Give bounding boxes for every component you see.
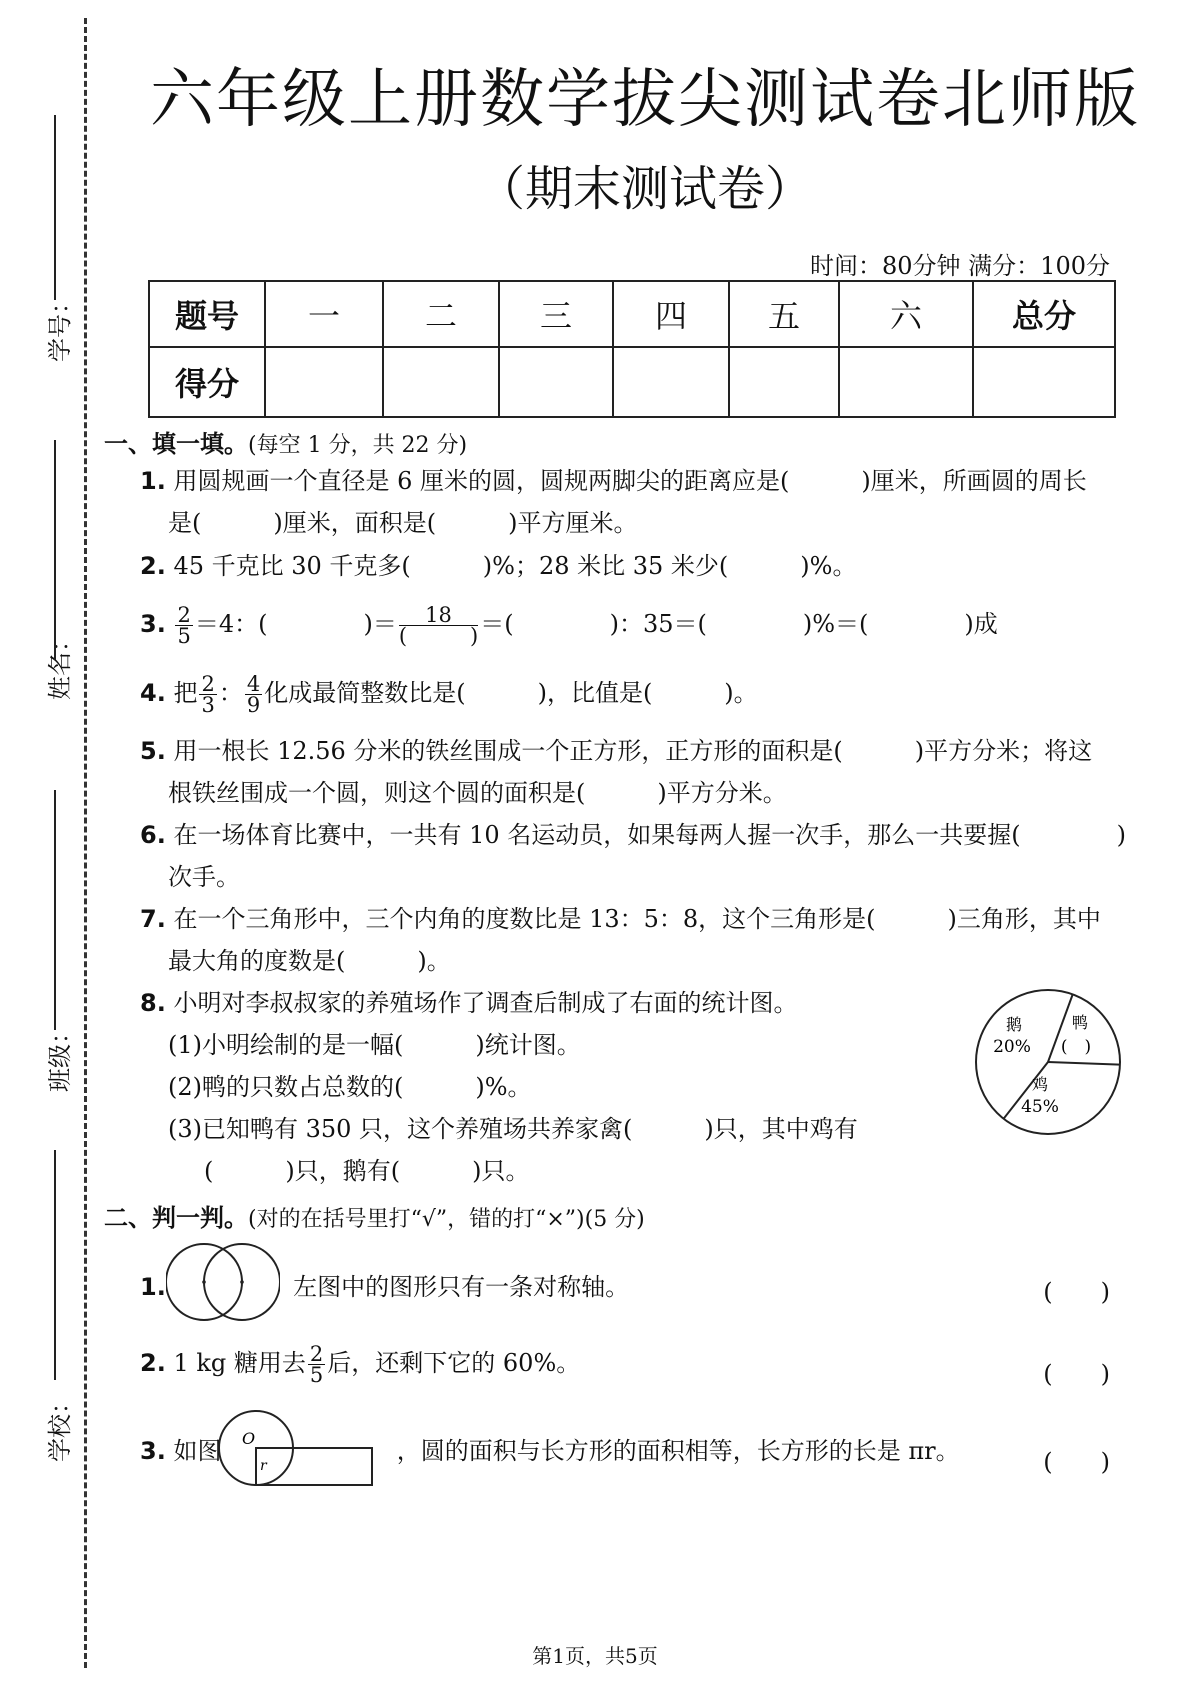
- denominator: ( ): [398, 624, 479, 648]
- col-5: 五: [729, 281, 839, 347]
- denominator: 3: [201, 693, 215, 717]
- question-text-cont: ＝( )：35＝( )%＝( )成: [480, 610, 998, 638]
- radius-label: r: [260, 1458, 267, 1474]
- question-1-1: [140, 460, 1130, 544]
- score-cell[interactable]: [265, 347, 383, 417]
- question-text: 左图中的图形只有一条对称轴。: [293, 1273, 630, 1301]
- slice-label-chicken: 鸡: [1031, 1075, 1049, 1094]
- col-total: 总分: [973, 281, 1115, 347]
- question-number: 5.: [140, 737, 166, 765]
- fraction-2-5: [175, 605, 192, 646]
- question-1-7: [140, 898, 1130, 982]
- question-text: 如图: [173, 1437, 222, 1465]
- question-text: 在一个三角形中，三个内角的度数比是 13：5：8，这个三角形是( )三角形，其中: [173, 905, 1101, 933]
- question-text: 用一根长 12.56 分米的铁丝围成一个正方形，正方形的面积是( )平方分米；将这: [173, 737, 1093, 765]
- question-number: 3.: [140, 1437, 166, 1465]
- score-table-header-row: [149, 281, 1115, 347]
- name-label: 姓名：: [46, 628, 74, 700]
- student-no-label: 学号：: [46, 290, 74, 362]
- numerator: 2: [309, 1342, 324, 1366]
- center-label: O: [242, 1429, 256, 1448]
- score-cell[interactable]: [383, 347, 499, 417]
- question-number: 1.: [140, 1273, 166, 1301]
- slice-value-goose: 20%: [993, 1037, 1031, 1057]
- question-number: 8.: [140, 989, 166, 1017]
- section-2-title: 二、判一判。: [104, 1204, 248, 1232]
- slice-value-chicken: 45%: [1021, 1097, 1059, 1117]
- question-1-4: [140, 672, 1130, 715]
- question-1-5: [140, 730, 1130, 814]
- page-title: 六年级上册数学拔尖测试卷北师版: [150, 63, 1140, 137]
- page-subtitle: （期末测试卷）: [476, 161, 813, 217]
- score-cell[interactable]: [729, 347, 839, 417]
- sub-question-1: (1)小明绘制的是一幅( )统计图。: [168, 1031, 581, 1059]
- score-table-score-row: [149, 347, 1115, 417]
- score-cell[interactable]: [613, 347, 729, 417]
- denominator: 5: [309, 1363, 324, 1387]
- numerator: 2: [201, 672, 215, 696]
- question-number: 2.: [140, 1349, 166, 1377]
- col-4: 四: [613, 281, 729, 347]
- col-6: 六: [839, 281, 973, 347]
- denominator: 9: [246, 693, 261, 717]
- question-number: 7.: [140, 905, 166, 933]
- denominator: 5: [177, 624, 191, 648]
- col-1: 一: [265, 281, 383, 347]
- overlapping-circles-figure: [166, 1240, 280, 1324]
- center-dot-right: [240, 1280, 244, 1284]
- question-1-3: [140, 603, 1130, 646]
- question-text-cont: 化成最简整数比是( )，比值是( )。: [264, 679, 758, 707]
- exam-meta: 时间：80分钟 满分：100分: [810, 252, 1110, 280]
- question-text: 1 kg 糖用去: [173, 1349, 306, 1377]
- school-label: 学校：: [46, 1390, 74, 1462]
- col-2: 二: [383, 281, 499, 347]
- section-2-heading: [104, 1198, 645, 1233]
- binding-dashed-line: [84, 18, 87, 1668]
- score-cell[interactable]: [499, 347, 613, 417]
- school-line[interactable]: [54, 1150, 56, 1380]
- answer-parens-2-1[interactable]: ( ): [1043, 1278, 1110, 1306]
- question-number: 4.: [140, 679, 166, 707]
- slice-label-goose: 鹅: [1005, 1015, 1023, 1034]
- question-number: 2.: [140, 552, 166, 580]
- sub-question-3-cont: ( )只，鹅有( )只。: [204, 1157, 530, 1185]
- question-1-6: [140, 814, 1130, 898]
- question-number: 1.: [140, 467, 166, 495]
- section-1-title: 一、填一填。: [104, 430, 248, 458]
- question-1-2: [140, 545, 1130, 587]
- answer-parens-2-2[interactable]: ( ): [1043, 1360, 1110, 1388]
- sub-question-2: (2)鸭的只数占总数的( )%。: [168, 1073, 532, 1101]
- question-text-cont: 次手。: [168, 863, 240, 891]
- answer-parens-2-3[interactable]: ( ): [1043, 1448, 1110, 1476]
- question-text: 用圆规画一个直径是 6 厘米的圆，圆规两脚尖的距离应是( )厘米，所画圆的周长: [173, 467, 1087, 495]
- fraction-2-3: [199, 674, 216, 715]
- fraction-2-5: [308, 1344, 325, 1385]
- numerator: 2: [177, 603, 191, 627]
- page-footer: 第1页，共5页: [532, 1644, 658, 1668]
- score-row-label: 得分: [149, 347, 265, 417]
- slice-value-duck: ( ): [1060, 1037, 1092, 1057]
- question-text: 小明对李叔叔家的养殖场作了调查后制成了右面的统计图。: [173, 989, 798, 1017]
- question-text-cont: 是( )厘米，面积是( )平方厘米。: [168, 509, 638, 537]
- fraction-4-9: [245, 674, 262, 715]
- numerator: 18: [399, 605, 478, 626]
- question-text: 在一场体育比赛中，一共有 10 名运动员，如果每两人握一次手，那么一共要握( ): [173, 821, 1126, 849]
- section-1-heading: [104, 424, 467, 459]
- col-3: 三: [499, 281, 613, 347]
- center-dot-left: [202, 1280, 206, 1284]
- numerator: 4: [246, 672, 261, 696]
- class-line[interactable]: [54, 790, 56, 1030]
- ratio-colon: ：: [218, 679, 243, 707]
- slice-label-duck: 鸭: [1071, 1013, 1089, 1032]
- question-text: ＝4：( )＝: [194, 610, 397, 638]
- score-cell[interactable]: [973, 347, 1115, 417]
- slice-boundary-duck-chicken: [1048, 1062, 1120, 1065]
- figure-rectangle: [256, 1448, 372, 1485]
- question-2-2: [140, 1342, 1130, 1385]
- question-number: 3.: [140, 610, 166, 638]
- question-text: 45 千克比 30 千克多( )%；28 米比 35 米少( )%。: [173, 552, 857, 580]
- sub-question-3: (3)已知鸭有 350 只，这个养殖场共养家禽( )只，其中鸡有: [168, 1115, 858, 1143]
- fraction-18: [399, 605, 478, 646]
- poultry-pie-chart: [968, 982, 1128, 1142]
- question-2-1: [140, 1266, 1130, 1308]
- question-number: 6.: [140, 821, 166, 849]
- name-line[interactable]: [54, 440, 56, 660]
- question-text-cont: 根铁丝围成一个圆，则这个圆的面积是( )平方分米。: [168, 779, 787, 807]
- question-text-cont: 后，还剩下它的 60%。: [327, 1349, 581, 1377]
- class-label: 班级：: [46, 1020, 74, 1092]
- col-label: 题号: [149, 281, 265, 347]
- student-no-line[interactable]: [54, 115, 56, 300]
- score-cell[interactable]: [839, 347, 973, 417]
- question-text: 把: [173, 679, 198, 707]
- circle-rectangle-figure: [218, 1408, 378, 1490]
- question-text-cont: ，圆的面积与长方形的面积相等，长方形的长是 πr。: [396, 1437, 960, 1465]
- section-1-note: (每空 1 分，共 22 分): [248, 433, 468, 458]
- section-2-note: (对的在括号里打“√”，错的打“×”)(5 分): [248, 1207, 645, 1232]
- question-text-cont: 最大角的度数是( )。: [168, 947, 451, 975]
- score-table: [148, 280, 1116, 418]
